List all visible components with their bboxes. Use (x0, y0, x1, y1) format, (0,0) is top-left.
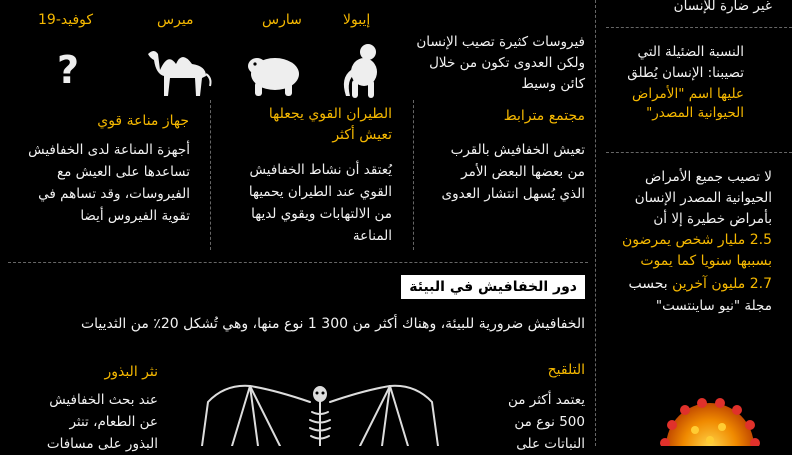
column-divider-1 (413, 100, 414, 250)
column-divider-2 (210, 100, 211, 250)
seed-dispersal-line-3: البذور على مسافات (46, 436, 158, 452)
seed-dispersal-title: نثر البذور (104, 364, 158, 380)
section-divider (8, 262, 588, 263)
camel-icon (140, 44, 216, 98)
feature-2-line-1: يُعتقد أن نشاط الخفافيش (249, 162, 392, 178)
sidebar-block-1-line-4: الحيوانية المصدر" (646, 105, 744, 121)
feature-3-line-1: أجهزة المناعة لدى الخفافيش (28, 142, 190, 158)
sidebar-stat-line-3: 2.7 مليون آخرين (672, 276, 772, 292)
sidebar-block-1-line-2: تصيبنا: الإنسان يُطلق (627, 65, 744, 81)
environment-section-label: دور الخفافيش في البيئة (401, 275, 585, 299)
intro-line-3: كائن وسيط (521, 76, 585, 92)
pollination-line-1: يعتمد أكثر من (507, 392, 585, 408)
intro-line-1: فيروسات كثيرة تصيب الإنسان (416, 34, 585, 50)
sidebar-block-2-end-1: بحسب (628, 276, 668, 292)
seed-dispersal-line-1: عند بحث الخفافيش (49, 392, 158, 408)
sidebar-block-1-line-3: عليها اسم "الأمراض (632, 86, 744, 102)
virus-name-mers: ميرس (157, 12, 194, 28)
sidebar-separator (606, 152, 792, 153)
sidebar-stat-line-2: بسببها سنويا كما يموت (640, 253, 772, 269)
virus-name-ebola: إيبولا (343, 12, 371, 28)
feature-2-title-line-1: الطيران القوي يجعلها (268, 106, 392, 122)
sidebar-block-2-end-2: مجلة "نيو ساينتست" (655, 298, 772, 314)
feature-3-title: جهاز مناعة قوي (97, 113, 189, 129)
sidebar-block-2-line-1: لا تصيب جميع الأمراض (645, 169, 772, 185)
sidebar-block-2-line-2: الحيوانية المصدر الإنسان (634, 190, 772, 206)
feature-3-line-2: تساعدها على العيش مع (56, 164, 190, 180)
sidebar-stat-line-1: 2.5 مليار شخص يمرضون (621, 232, 772, 248)
bat-skeleton-illustration (180, 372, 460, 446)
intro-line-2: ولكن العدوى تكون من خلال (429, 55, 585, 71)
sidebar-block-1-line-1: النسبة الضئيلة التي (637, 44, 744, 60)
sidebar-top-line: غير ضارة للإنسان (673, 0, 772, 14)
civet-icon (245, 52, 305, 98)
seed-dispersal-line-2: عن الطعام، تنثر (69, 414, 158, 430)
sidebar-divider (595, 0, 596, 446)
virus-name-sars: سارس (262, 12, 302, 28)
sidebar-separator-top (606, 27, 792, 28)
feature-1-line-1: تعيش الخفافيش بالقرب (450, 142, 585, 158)
unknown-host-icon: ? (57, 48, 80, 92)
feature-2-line-4: المناعة (352, 228, 392, 244)
virus-name-covid: كوفيد-19 (38, 12, 94, 28)
feature-1-line-2: من بعضها البعض الأمر (461, 164, 585, 180)
virus-icon (650, 385, 770, 446)
feature-2-line-3: من الالتهابات ويقوي لديها (251, 206, 392, 222)
pollination-line-2: 500 نوع من (514, 414, 585, 430)
feature-3-line-4: تقوية الفيروس أيضا (80, 208, 190, 224)
feature-3-line-3: الفيروسات، وقد تساهم في (38, 186, 190, 202)
pollination-title: التلقيح (547, 362, 585, 378)
feature-2-title-line-2: تعيش أكثر (332, 127, 392, 143)
feature-1-line-3: الذي يُسهل انتشار العدوى (441, 186, 585, 202)
pollination-line-3: النباتات على (516, 436, 585, 452)
feature-2-line-2: القوي عند الطيران يحميها (248, 184, 392, 200)
monkey-icon (338, 40, 390, 100)
environment-statement: الخفافيش ضرورية للبيئة، وهناك أكثر من 300 1 نوع منها، وهي تُشكل 20٪ من الثدييات (80, 316, 585, 332)
feature-1-title: مجتمع مترابط (503, 108, 585, 124)
sidebar-block-2-line-3: بأمراض خطيرة إلا أن (653, 211, 772, 227)
